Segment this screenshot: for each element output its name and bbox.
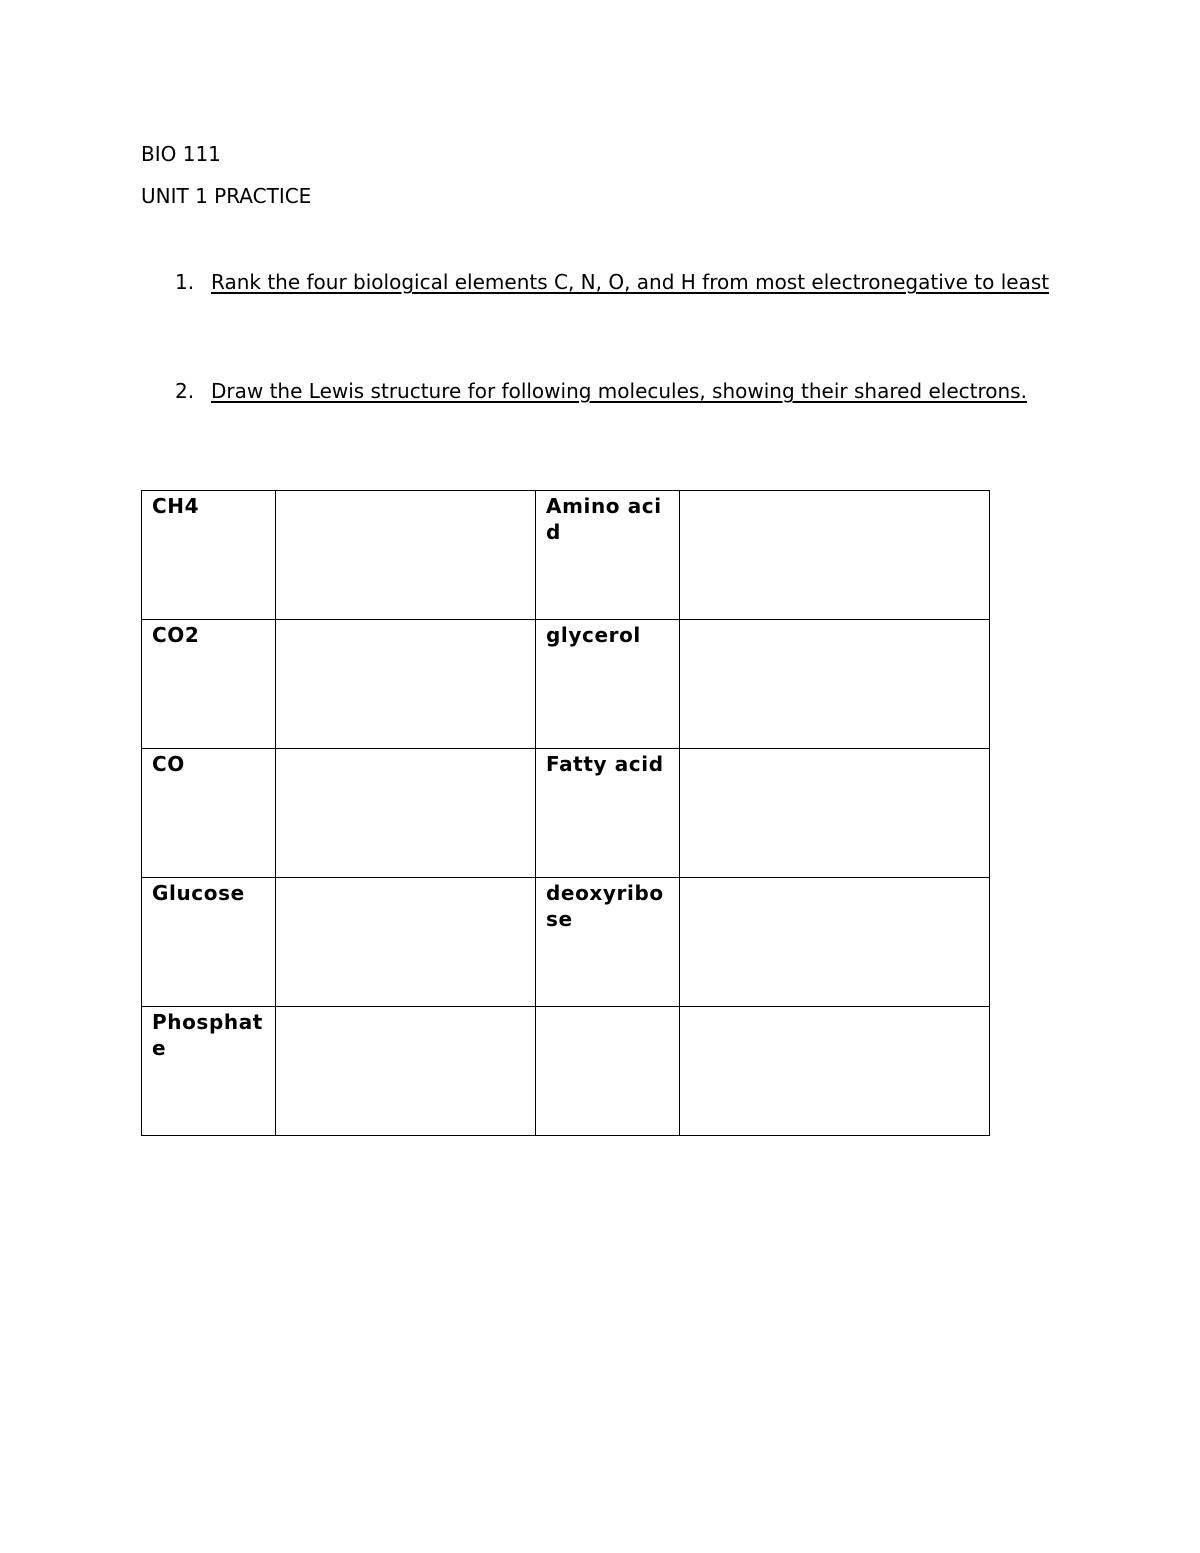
- molecule-label-cell: [142, 878, 276, 1007]
- molecule-label-cell: [536, 1007, 680, 1136]
- molecule-label-cell: [536, 491, 680, 620]
- molecule-label-cell: [536, 749, 680, 878]
- table-row: [142, 878, 990, 1007]
- molecule-label: glycerol: [546, 623, 641, 647]
- molecule-label-cell: [142, 620, 276, 749]
- molecule-label-cell: [536, 878, 680, 1007]
- drawing-cell[interactable]: [680, 620, 990, 749]
- drawing-cell[interactable]: [276, 878, 536, 1007]
- table-row: [142, 749, 990, 878]
- table-row: [142, 491, 990, 620]
- drawing-cell[interactable]: [680, 491, 990, 620]
- question-text: Rank the four biological elements C, N, O, and H from most electronegative to least: [211, 270, 1050, 294]
- molecule-label: Phosphate: [152, 1010, 263, 1060]
- question-2: [175, 378, 1065, 405]
- molecule-label: [536, 1007, 679, 1009]
- question-number: 1.: [175, 270, 195, 294]
- molecule-label: CH4: [152, 494, 200, 518]
- drawing-cell[interactable]: [276, 491, 536, 620]
- molecule-label: Amino acid: [546, 494, 662, 544]
- molecule-label: Fatty acid: [546, 752, 664, 776]
- drawing-cell[interactable]: [680, 749, 990, 878]
- question-number: 2.: [175, 379, 195, 403]
- drawing-cell[interactable]: [276, 749, 536, 878]
- table-row: [142, 620, 990, 749]
- question-1: [175, 269, 1065, 296]
- molecule-label: Glucose: [152, 881, 245, 905]
- molecule-label-cell: [142, 491, 276, 620]
- drawing-cell[interactable]: [276, 1007, 536, 1136]
- drawing-cell[interactable]: [276, 620, 536, 749]
- course-code: BIO 111: [141, 142, 221, 166]
- molecule-label-cell: [536, 620, 680, 749]
- question-text: Draw the Lewis structure for following molecules, showing their shared electrons.: [211, 379, 1027, 403]
- molecule-label-cell: [142, 1007, 276, 1136]
- molecule-label: CO: [152, 752, 185, 776]
- drawing-cell[interactable]: [680, 1007, 990, 1136]
- molecule-label: deoxyribose: [546, 881, 664, 931]
- table-row: [142, 1007, 990, 1136]
- lewis-structure-table: [141, 490, 990, 1136]
- unit-title: UNIT 1 PRACTICE: [141, 184, 312, 208]
- molecule-label-cell: [142, 749, 276, 878]
- drawing-cell[interactable]: [680, 878, 990, 1007]
- molecule-label: CO2: [152, 623, 200, 647]
